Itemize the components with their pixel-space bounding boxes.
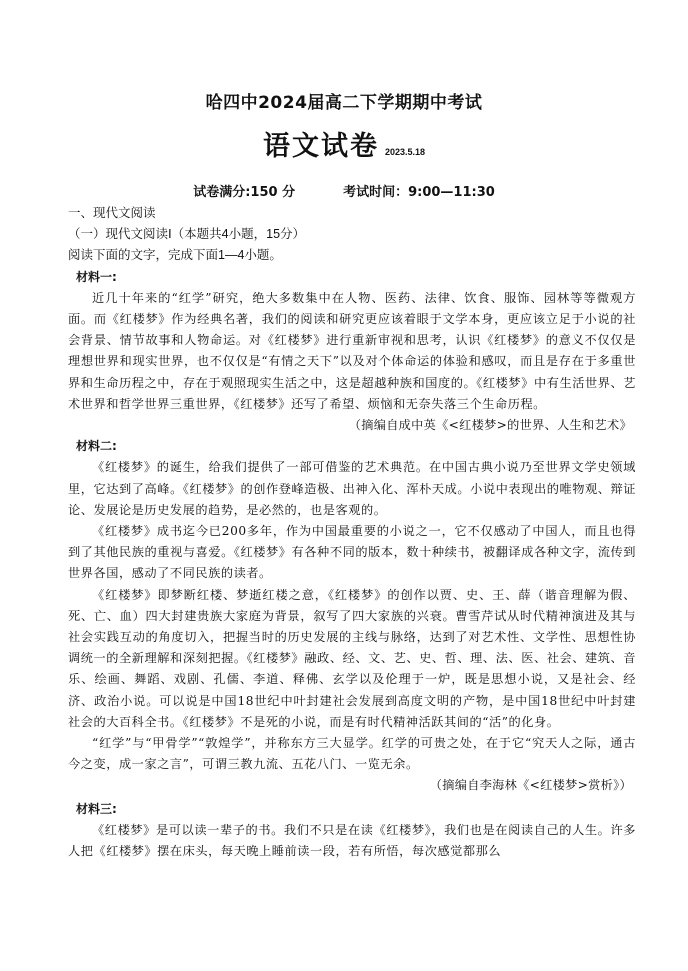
exam-time: 考试时间：9:00—11:30: [343, 185, 495, 200]
material-two-label: 材料二:: [76, 439, 117, 454]
material-two-paragraph: 《红楼梦》即梦断红楼、梦逝红楼之意，《红楼梦》的创作以贾、史、王、薛（谐音理解为假、死、亡、血）四大封建贵族大家庭为背景，叙写了四大家族的兴衰。曹雪芹试从时代精神演进及其与社会实践互动的角度切入，把握当时的历史发展的主线与脉络，达到了对艺术性、文学性、思想性协调统一的全新理解和深刻把握。《红楼梦》融政、经、文、艺、史、哲、理、法、医、社会、建筑、音乐、绘画、舞蹈、戏剧、孔儒、李道、释佛、玄学以及伦理于一炉，既是思想小说，又是社会、经济、政治小说。可以说是中国18世纪中叶封建社会发展到高度文明的产物，是中国18世纪中叶封建社会的大百科全书。《红楼梦》不是死的小说，而是有时代精神活跃其间的“活”的化身。: [68, 587, 636, 729]
material-one-source: （摘编自成中英《<红楼梦>的世界、人生和艺术》: [348, 418, 632, 433]
full-score: 试卷满分:150 分: [193, 185, 296, 200]
material-three-label: 材料三:: [76, 801, 117, 816]
material-two-paragraph: 《红楼梦》成书迄今已200多年，作为中国最重要的小说之一，它不仅感动了中国人，而且也得到了其他民族的重视与喜爱。《红楼梦》有各种不同的版本，数十种续书，被翻译成各种文字，流传到世界各国，感动了不同民族的读者。: [68, 524, 636, 581]
school-title: 哈四中2024届高二下学期期中考试: [205, 93, 483, 113]
exam-date: 2023.5.18: [384, 147, 426, 157]
reading-heading: （一）现代文阅读Ⅰ（本题共4小题，15分）: [68, 227, 306, 242]
paper-title-row: [0, 124, 688, 163]
exam-info: [0, 181, 688, 200]
material-one-paragraph: 近几十年来的“红学”研究，绝大多数集中在人物、医药、法律、饮食、服饰、园林等等微观方面。而《红楼梦》作为经典名著，我们的阅读和研究更应该着眼于文学本身，更应该立足于小说的社会背景、情节故事和人物命运。对《红楼梦》进行重新审视和思考，认识《红楼梦》的意义不仅仅是理想世界和现实世界，也不仅仅是“有情之天下”以及对个体命运的体验和感叹，而且是存在于多重世界和生命历程之中，存在于观照现实生活之中，这是超越种族和国度的。《红楼梦》中有生活世界、艺术世界和哲学世界三重世界，《红楼梦》还写了希望、烦恼和无奈失落三个生命历程。: [68, 290, 636, 411]
reading-instruction: 阅读下面的文字，完成下面1—4小题。: [68, 248, 282, 263]
paper-title: 语文试卷: [262, 131, 379, 162]
material-two-paragraph: “红学”与“甲骨学”“敦煌学”，并称东方三大显学。红学的可贵之处，在于它“究天人之际，通古今之变，成一家之言”，可谓三教九流、五花八门、一览无余。: [68, 736, 636, 772]
part-heading: 一、现代文阅读: [68, 206, 156, 220]
material-three-paragraph: 《红楼梦》是可以读一辈子的书。我们不只是在读《红楼梦》，我们也是在阅读自己的人生。许多人把《红楼梦》摆在床头，每天晚上睡前读一段，若有所悟，每次感觉都那么: [68, 822, 636, 859]
material-two-source: （摘编自李海林《<红楼梦>赏析》）: [429, 778, 632, 793]
material-two-paragraph: 《红楼梦》的诞生，给我们提供了一部可借鉴的艺术典范。在中国古典小说乃至世界文学史领域里，它达到了高峰。《红楼梦》的创作登峰造极、出神入化、浑朴天成。小说中表现出的唯物观、辩证论、发展论是历史发展的趋势，是必然的，也是客观的。: [68, 460, 636, 517]
reading-content: [68, 203, 636, 862]
material-one-label: 材料一:: [76, 269, 117, 284]
